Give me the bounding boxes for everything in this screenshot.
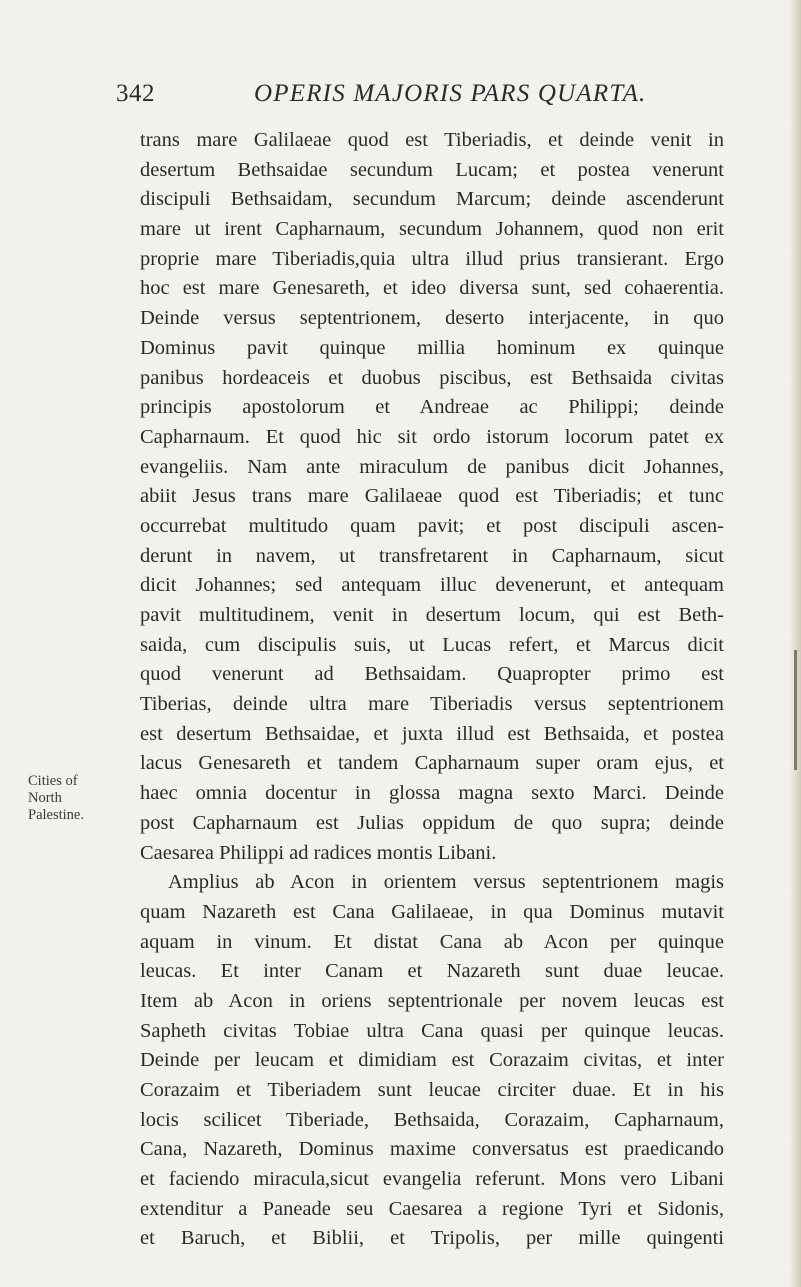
text-line: Capharnaum. Et quod hic sit ordo istorum locorum patet ex [140,425,724,448]
text-line: Caesarea Philippi ad radices montis Libani. [140,841,497,864]
text-line: abiit Jesus trans mare Galilaeae quod est Tiberiadis; et tunc [140,485,724,508]
running-title: OPERIS MAJORIS PARS QUARTA. [254,80,647,107]
text-line: Tiberias, deinde ultra mare Tiberiadis versus septentrionem [140,693,724,716]
text-line: haec omnia docentur in glossa magna sexto Marci. Deinde [140,782,724,805]
text-line: leucas. Et inter Canam et Nazareth sunt duae leucae. [140,960,724,983]
text-line: Corazaim et Tiberiadem sunt leucae circiter duae. Et in his [140,1079,724,1101]
body-text [140,126,724,1254]
text-line: principis apostolorum et Andreae ac Philippi; deinde [140,396,724,419]
page-edge-shadow [789,0,801,1287]
text-line: et Baruch, et Biblii, et Tripolis, per mille quingenti [140,1227,724,1250]
text-line: trans mare Galilaeae quod est Tiberiadis, et deinde venit in [140,129,724,151]
text-line: discipuli Bethsaidam, secundum Marcum; deinde ascenderunt [140,188,724,211]
text-line: extenditur a Paneade seu Caesarea a regione Tyri et Sidonis, [140,1197,724,1220]
page-header [0,80,801,112]
text-line: Deinde per leucam et dimidiam est Corazaim civitas, et inter [140,1049,724,1072]
text-line: locis scilicet Tiberiade, Bethsaida, Corazaim, Capharnaum, [140,1108,724,1131]
binding-mark [794,650,797,770]
text-line: desertum Bethsaidae secundum Lucam; et postea venerunt [140,158,724,181]
text-line: quod venerunt ad Bethsaidam. Quapropter primo est [140,663,724,686]
text-line: hoc est mare Genesareth, et ideo diversa sunt, sed cohaerentia. [140,277,724,300]
text-line: Sapheth civitas Tobiae ultra Cana quasi per quinque leucas. [140,1019,724,1042]
text-line: panibus hordeaceis et duobus piscibus, est Bethsaida civitas [140,366,724,389]
text-line: mare ut irent Capharnaum, secundum Johannem, quod non erit [140,218,724,241]
text-line: pavit multitudinem, venit in desertum locum, qui est Beth- [140,604,724,626]
text-line: derunt in navem, ut transfretarent in Capharnaum, sicut [140,544,724,567]
text-line: evangeliis. Nam ante miraculum de panibus dicit Johannes, [140,455,724,478]
text-line: aquam in vinum. Et distat Cana ab Acon per quinque [140,930,724,953]
page-number: 342 [116,80,155,107]
text-line: est desertum Bethsaidae, et juxta illud est Bethsaida, et postea [140,722,724,745]
text-line: Item ab Acon in oriens septentrionale per novem leucas est [140,989,724,1012]
marginal-note-line: Palestine. [28,807,84,823]
text-line: dicit Johannes; sed antequam illuc devenerunt, et antequam [140,574,724,597]
marginal-note [28,773,108,824]
text-line: proprie mare Tiberiadis,quia ultra illud prius transierant. Ergo [140,247,724,270]
text-line: Amplius ab Acon in orientem versus septentrionem magis [168,871,724,894]
marginal-note-line: Cities of [28,773,78,789]
text-line: post Capharnaum est Julias oppidum de quo supra; deinde [140,811,724,834]
text-line: Cana, Nazareth, Dominus maxime conversatus est praedicando [140,1138,724,1161]
text-line: saida, cum discipulis suis, ut Lucas refert, et Marcus dicit [140,633,724,656]
text-line: occurrebat multitudo quam pavit; et post discipuli ascen- [140,514,724,537]
text-line: Deinde versus septentrionem, deserto interjacente, in quo [140,307,724,330]
text-line: quam Nazareth est Cana Galilaeae, in qua Dominus mutavit [140,900,724,923]
marginal-note-line: North [28,790,62,806]
text-line: et faciendo miracula,sicut evangelia referunt. Mons vero Libani [140,1168,724,1191]
text-line: lacus Genesareth et tandem Capharnaum super oram ejus, et [140,752,724,775]
text-line: Dominus pavit quinque millia hominum ex quinque [140,336,724,359]
